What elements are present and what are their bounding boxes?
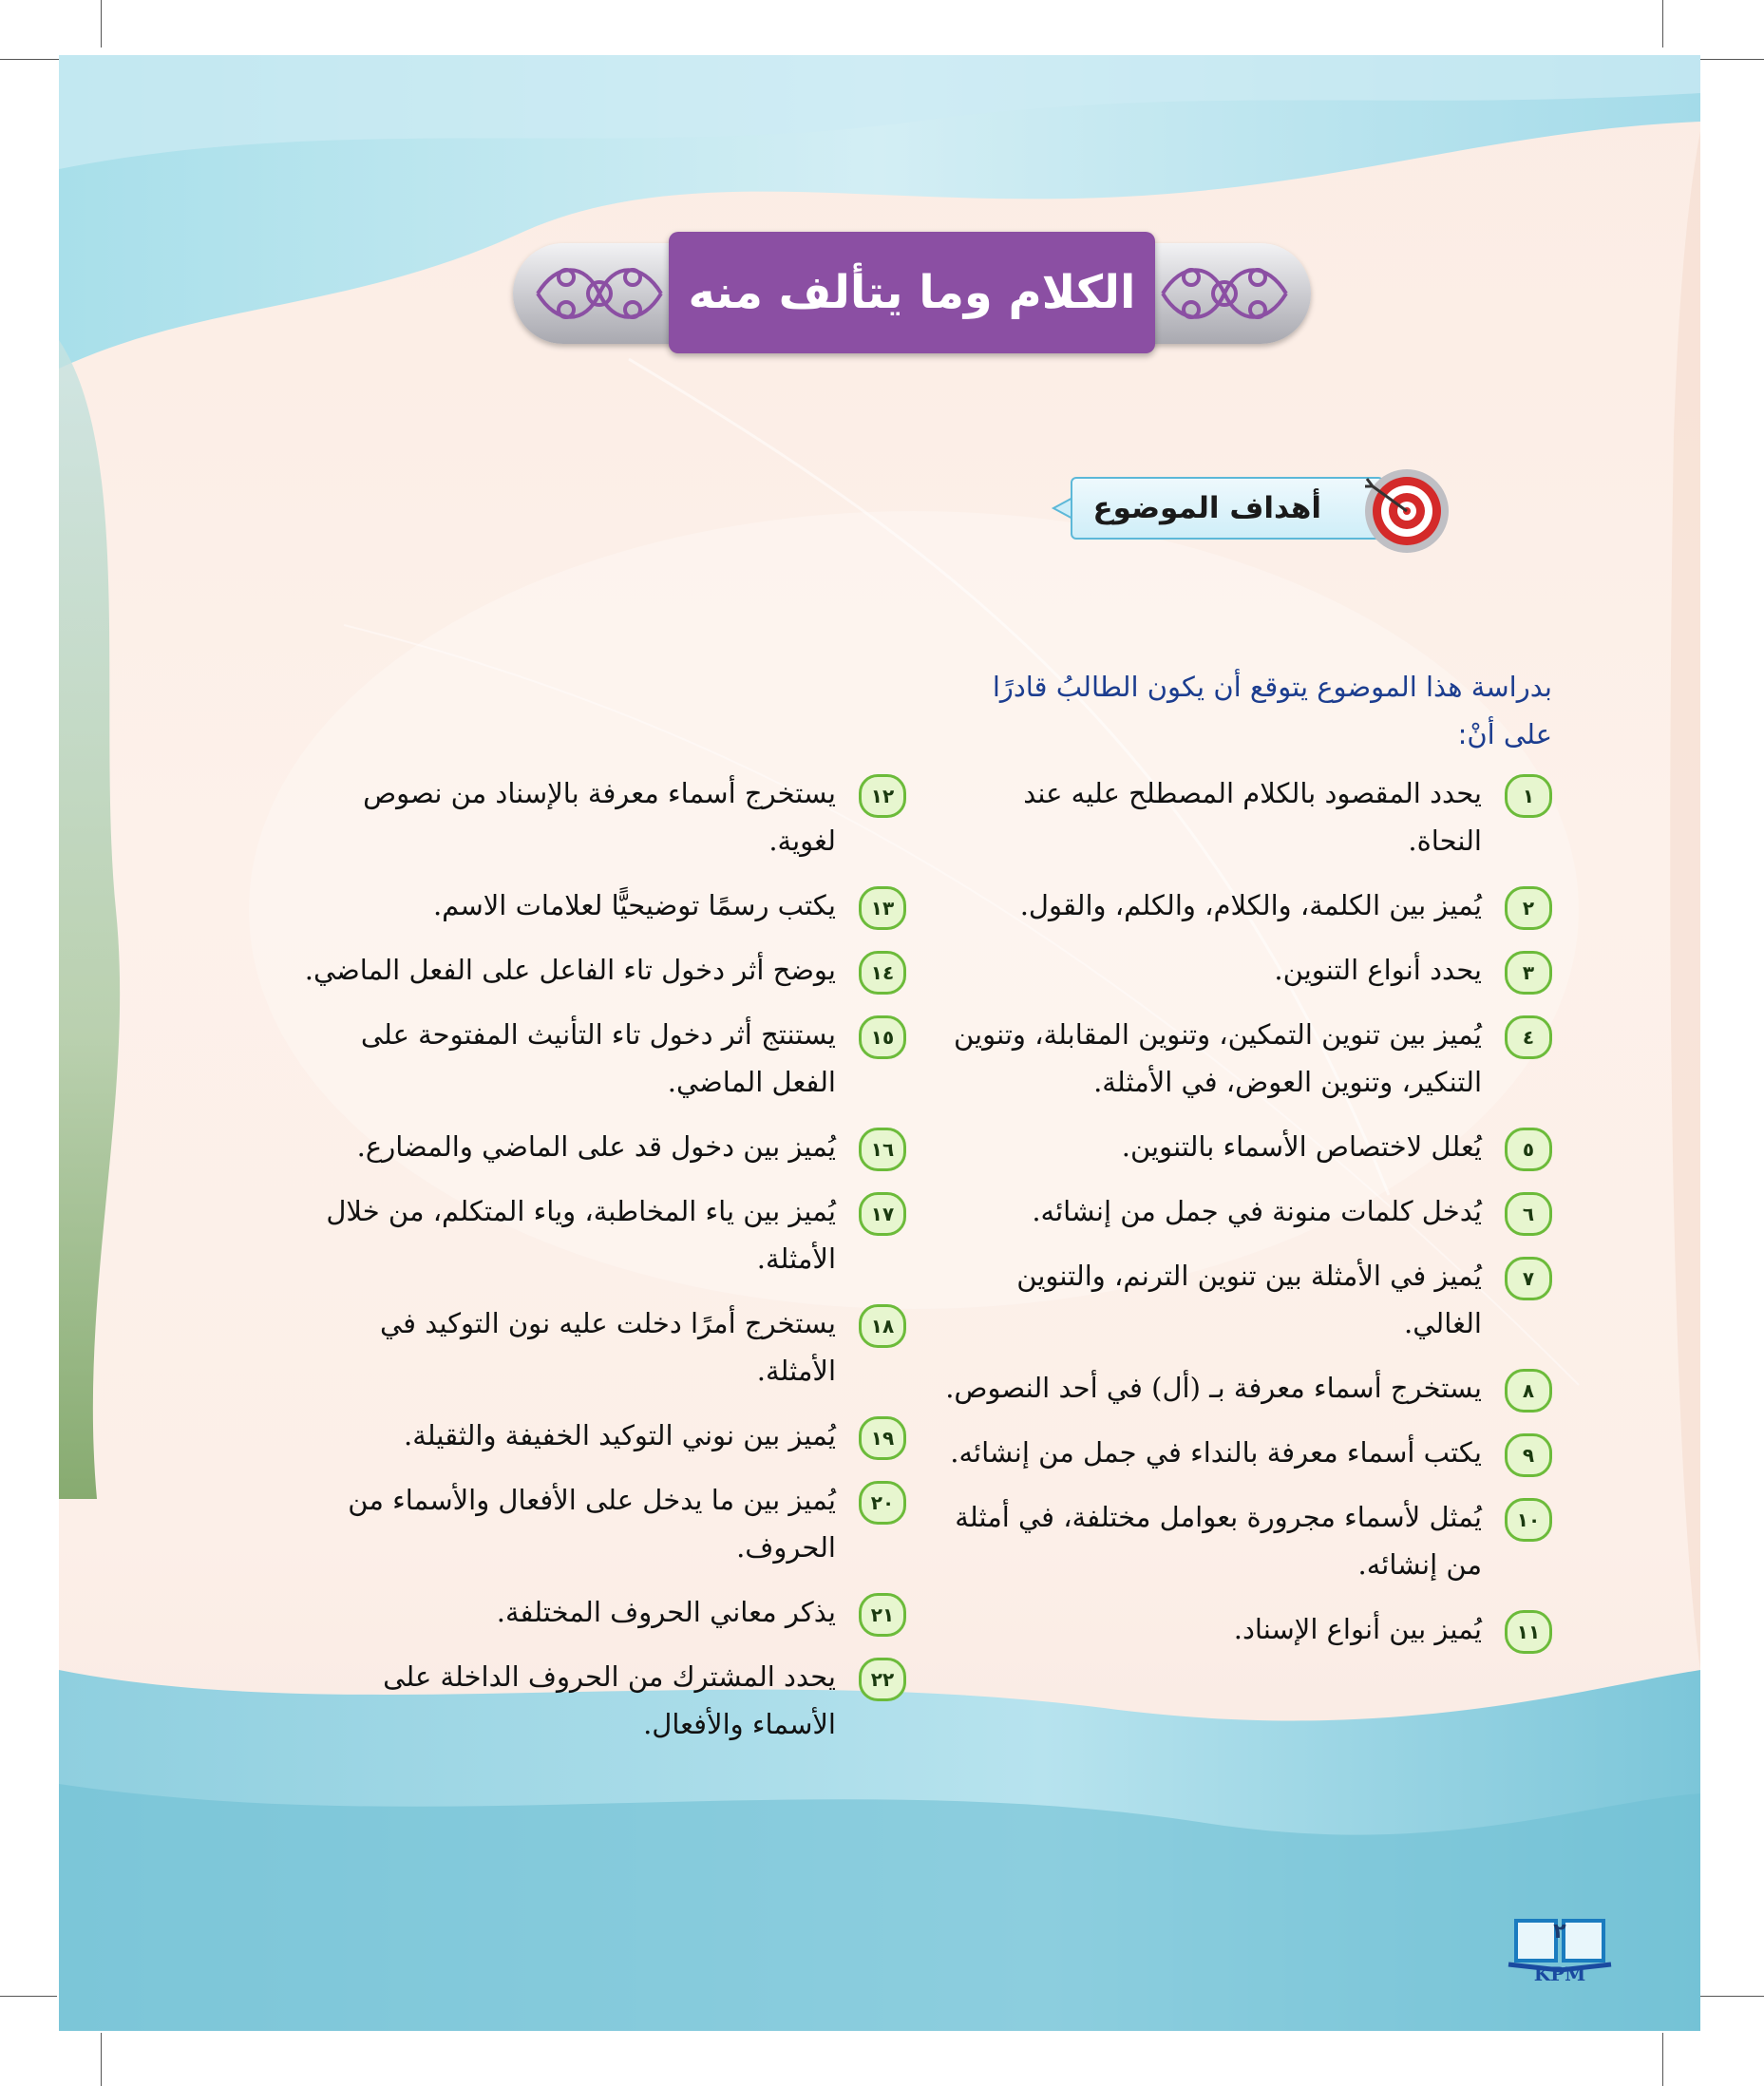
intro-text: بدراسة هذا الموضوع يتوقع أن يكون الطالبُ قادرًا على أنْ:	[992, 671, 1552, 750]
objective-text: يُميز بين دخول قد على الماضي والمضارع.	[356, 1130, 836, 1163]
objectives-right-column	[942, 769, 1552, 1670]
objective-item	[942, 1364, 1552, 1412]
objective-item	[298, 1653, 906, 1748]
objective-number-badge: ١٦	[859, 1128, 906, 1171]
objective-item	[942, 1429, 1552, 1476]
page	[59, 55, 1700, 2031]
crop-mark	[101, 0, 102, 47]
objective-text: يحدد المشترك من الحروف الداخلة على الأسماء والأفعال.	[383, 1660, 836, 1740]
objective-number-badge: ١٨	[859, 1304, 906, 1348]
objective-text: يُعلل لاختصاص الأسماء بالتنوين.	[1121, 1130, 1482, 1163]
objective-text: يُميز بين الكلمة، والكلام، والكلم، والقول.	[1019, 889, 1482, 921]
objective-text: يحدد المقصود بالكلام المصطلح عليه عند النحاة.	[1023, 777, 1482, 857]
objective-number-badge: ١٢	[859, 774, 906, 818]
objective-item	[298, 1412, 906, 1459]
objective-number-badge: ٨	[1505, 1369, 1552, 1413]
objective-item	[942, 1493, 1552, 1588]
objective-number-badge: ١٥	[859, 1015, 906, 1059]
objective-item	[298, 1299, 906, 1394]
ornament-right-icon	[1153, 243, 1296, 344]
objective-item	[298, 882, 906, 929]
crop-mark	[1700, 1996, 1764, 1997]
objective-text: يُميز بين أنواع الإسناد.	[1233, 1613, 1482, 1645]
objective-text: يستخرج أمرًا دخلت عليه نون التوكيد في الأمثلة.	[379, 1307, 836, 1387]
objective-number-badge: ١	[1505, 774, 1552, 818]
objective-number-badge: ٢٠	[859, 1481, 906, 1525]
crop-mark	[0, 1996, 57, 1997]
objective-item	[298, 769, 906, 864]
objective-number-badge: ٤	[1505, 1015, 1552, 1059]
objective-item	[298, 1187, 906, 1282]
crop-mark	[1662, 2033, 1663, 2086]
objective-item	[942, 1187, 1552, 1235]
objective-text: يُميز بين نوني التوكيد الخفيفة والثقيلة.	[404, 1419, 836, 1451]
objective-text: يذكر معاني الحروف المختلفة.	[496, 1596, 836, 1628]
objective-item	[942, 769, 1552, 864]
target-icon	[1363, 467, 1451, 555]
objective-item	[298, 1011, 906, 1106]
objective-item	[942, 1252, 1552, 1347]
objective-number-badge: ١٠	[1505, 1498, 1552, 1542]
objective-number-badge: ٧	[1505, 1257, 1552, 1300]
goals-heading	[1033, 458, 1451, 560]
objective-text: يحدد أنواع التنوين.	[1274, 954, 1482, 986]
objective-item	[942, 1605, 1552, 1653]
objective-number-badge: ٥	[1505, 1128, 1552, 1171]
objective-item	[942, 1011, 1552, 1106]
crop-mark	[101, 2033, 102, 2086]
objective-item	[298, 1588, 906, 1636]
objective-text: يُميز في الأمثلة بين تنوين الترنم، والتنوين الغالي.	[1016, 1260, 1482, 1339]
objective-number-badge: ١٤	[859, 951, 906, 995]
objective-item	[942, 1123, 1552, 1170]
objective-number-badge: ١١	[1505, 1610, 1552, 1654]
page-title: الكلام وما يتألف منه	[669, 232, 1155, 353]
objective-text: يستخرج أسماء معرفة بالإسناد من نصوص لغوية.	[363, 777, 836, 857]
objective-number-badge: ٩	[1505, 1433, 1552, 1477]
objective-text: يستنتج أثر دخول تاء التأنيث المفتوحة على الفعل الماضي.	[360, 1018, 836, 1098]
objective-item	[298, 946, 906, 994]
objective-number-badge: ٦	[1505, 1192, 1552, 1236]
objective-text: يُميز بين ما يدخل على الأفعال والأسماء من الحروف.	[348, 1484, 836, 1564]
objective-number-badge: ٣	[1505, 951, 1552, 995]
objective-number-badge: ٢٢	[859, 1658, 906, 1701]
objective-number-badge: ١٣	[859, 886, 906, 930]
crop-mark	[1662, 0, 1663, 47]
objective-number-badge: ٢١	[859, 1593, 906, 1637]
objective-text: يُميز بين ياء المخاطبة، وياء المتكلم، من خلال الأمثلة.	[326, 1195, 836, 1275]
publisher-logo-text: KPM	[1533, 1963, 1586, 1985]
objective-number-badge: ٢	[1505, 886, 1552, 930]
objectives-left-column	[298, 769, 906, 1765]
objective-text: يُدخل كلمات منونة في جمل من إنشائه.	[1032, 1195, 1482, 1227]
objective-text: يُمثل لأسماء مجرورة بعوامل مختلفة، في أمثلة من إنشائه.	[955, 1501, 1482, 1581]
page-number: ٢	[1553, 1920, 1566, 1944]
objective-text: يكتب رسمًا توضيحيًّا لعلامات الاسم.	[432, 889, 836, 921]
title-banner	[513, 232, 1311, 355]
objective-text: يوضح أثر دخول تاء الفاعل على الفعل الماضي.	[304, 954, 836, 986]
objective-text: يكتب أسماء معرفة بالنداء في جمل من إنشائه.	[950, 1436, 1482, 1469]
objective-item	[942, 882, 1552, 929]
objective-item	[298, 1123, 906, 1170]
objective-number-badge: ١٧	[859, 1192, 906, 1236]
objective-item	[298, 1476, 906, 1571]
goals-label: أهداف الموضوع	[1071, 477, 1384, 540]
objective-number-badge: ١٩	[859, 1416, 906, 1460]
objective-text: يستخرج أسماء معرفة بـ (أل) في أحد النصوص.	[945, 1372, 1482, 1404]
objective-item	[942, 946, 1552, 994]
objective-text: يُميز بين تنوين التمكين، وتنوين المقابلة، وتنوين التنكير، وتنوين العوض، في الأمثلة.	[953, 1018, 1482, 1098]
ornament-left-icon	[528, 243, 671, 344]
